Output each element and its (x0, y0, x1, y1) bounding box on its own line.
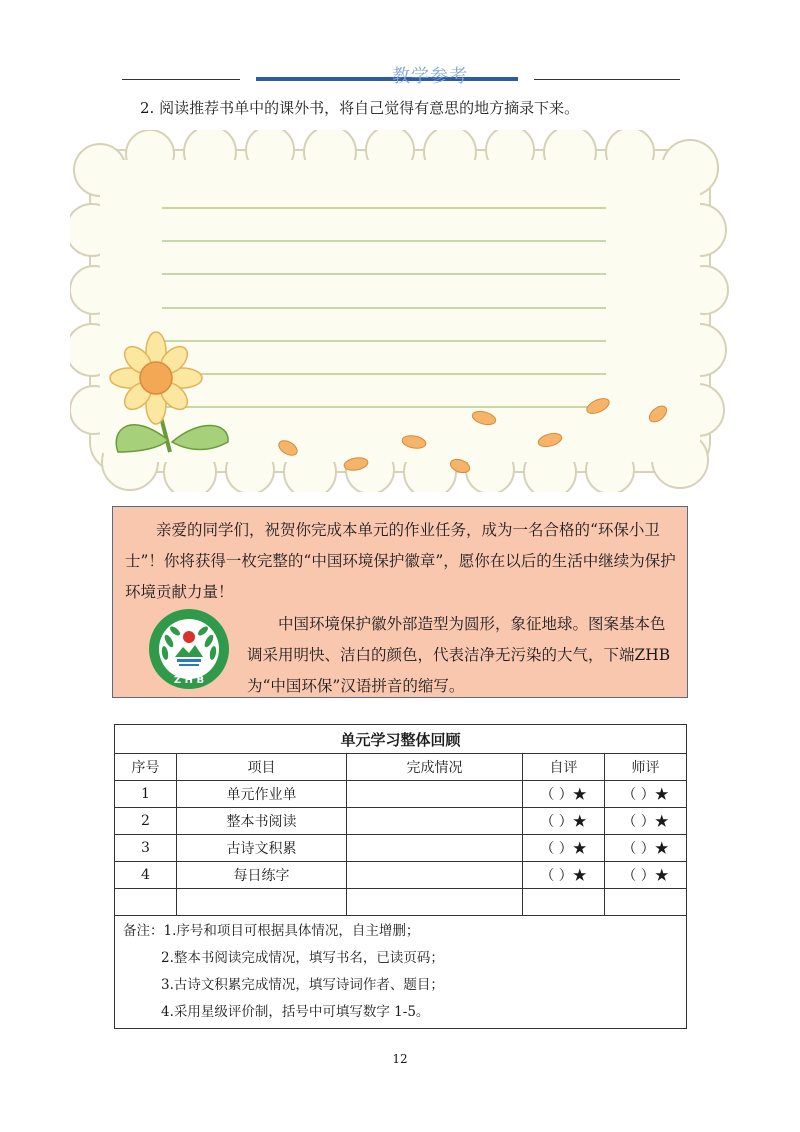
header-status: 完成情况 (347, 754, 523, 781)
table-notes (115, 916, 687, 1029)
row-num: 4 (115, 862, 177, 889)
note-line: 2.整本书阅读完成情况，填写书名，已读页码； (161, 950, 444, 966)
row-teacher-eval[interactable]: （ ）★ (605, 862, 687, 889)
writing-frame (70, 130, 730, 492)
header-item: 项目 (177, 754, 347, 781)
badge-description: 中国环境保护徽外部造型为圆形，象征地球。图案基本色调采用明快、洁白的颜色，代表洁净无污染的大气，下端ZHB为“中国环保”汉语拼音的缩写。 (247, 615, 671, 695)
row-teacher-eval[interactable]: （ ）★ (605, 835, 687, 862)
row-item: 每日练字 (177, 862, 347, 889)
row-teacher-eval[interactable]: （ ）★ (605, 781, 687, 808)
row-num: 2 (115, 808, 177, 835)
unit-review-table (114, 724, 687, 1029)
table-header-row (115, 754, 687, 781)
table-row (115, 835, 687, 862)
table-empty-row (115, 889, 687, 916)
note-line: 3.古诗文积累完成情况，填写诗词作者、题目； (161, 977, 444, 993)
svg-text:Z H B: Z H B (173, 675, 205, 686)
header-bar (256, 77, 518, 81)
row-item: 单元作业单 (177, 781, 347, 808)
row-self-eval[interactable]: （ ）★ (523, 835, 605, 862)
row-status[interactable] (347, 808, 523, 835)
note-line: 备注：1.序号和项目可根据具体情况，自主增删； (123, 923, 420, 939)
table-row (115, 781, 687, 808)
row-item: 整本书阅读 (177, 808, 347, 835)
header-line-left (122, 79, 240, 80)
header-num: 序号 (115, 754, 177, 781)
row-self-eval[interactable]: （ ）★ (523, 781, 605, 808)
congratulation-notice (112, 506, 688, 698)
environment-badge-icon (147, 607, 231, 691)
table-row (115, 808, 687, 835)
row-status[interactable] (347, 781, 523, 808)
header-teacher-eval: 师评 (605, 754, 687, 781)
row-status[interactable] (347, 862, 523, 889)
row-teacher-eval[interactable]: （ ）★ (605, 808, 687, 835)
header-self-eval: 自评 (523, 754, 605, 781)
row-num: 1 (115, 781, 177, 808)
note-line: 4.采用星级评价制，括号中可填写数字 1-5。 (161, 1004, 430, 1020)
table-title: 单元学习整体回顾 (115, 725, 687, 754)
instruction-text: 2. 阅读推荐书单中的课外书，将自己觉得有意思的地方摘录下来。 (140, 99, 580, 117)
page-number: 12 (392, 1052, 408, 1066)
row-num: 3 (115, 835, 177, 862)
table-row (115, 862, 687, 889)
notice-paragraph: 亲爱的同学们，祝贺你完成本单元的作业任务，成为一名合格的“环保小卫士”！你将获得一枚完整的“中国环境保护徽章”，愿你在以后的生活中继续为保护环境贡献力量！ (125, 521, 676, 601)
header-line-right (534, 79, 680, 80)
row-self-eval[interactable]: （ ）★ (523, 862, 605, 889)
header-logo: 教学参考 (392, 66, 468, 87)
row-status[interactable] (347, 835, 523, 862)
row-self-eval[interactable]: （ ）★ (523, 808, 605, 835)
row-item: 古诗文积累 (177, 835, 347, 862)
